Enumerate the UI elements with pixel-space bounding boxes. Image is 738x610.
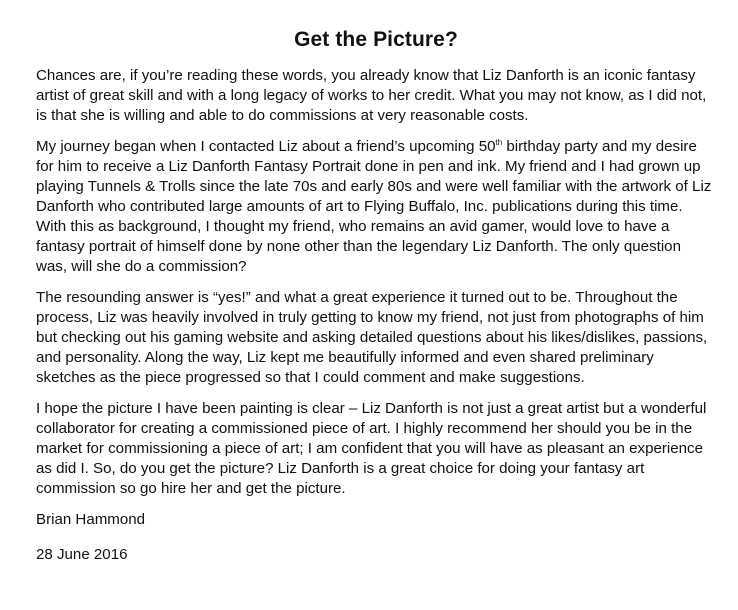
paragraph-1: Chances are, if you’re reading these words, you already know that Liz Danforth is an iconic fantasy artist of great skill and with a long legacy of works to her credit. What you may not know, as I did not, is that she is willing and able to do commissions at very reasonable costs. — [36, 67, 707, 124]
paragraph-3: The resounding answer is “yes!” and what a great experience it turned out to be. Throughout the process, Liz was heavily involved in truly getting to know my friend, not just from photographs of him but checking out his gaming website and asking detailed questions about his likes/dislikes, passions, and personality. Along the way, Liz kept me beautifully informed and even shared preliminary sketches as the piece progressed so that I could comment and make suggestions. — [36, 289, 708, 386]
document-date: 28 June 2016 — [36, 546, 128, 563]
ordinal-suffix: th — [495, 137, 503, 147]
author-name: Brian Hammond — [36, 511, 146, 528]
document-page — [36, 28, 716, 580]
paragraph-2-text-b: birthday party and my desire for him to receive a Liz Danforth Fantasy Portrait done in pen and ink. My friend and I had grown up playing Tunnels & Trolls since the late 70s and early 80s and were well familiar with the artwork of Liz Danforth who contributed large amounts of art to Flying Buffalo, Inc. publications during this time. With this as background, I thought my friend, who remains an avid gamer, would love to have a fantasy portrait of himself done by none other than the legendary Liz Danforth. The only question was, will she do a commission? — [36, 138, 712, 275]
document-title: Get the Picture? — [294, 28, 458, 51]
paragraph-2 — [36, 137, 716, 277]
paragraph-4: I hope the picture I have been painting is clear – Liz Danforth is not just a great artist but a wonderful collaborator for creating a commissioned piece of art. I highly recommend her should you be in the market for commissioning a piece of art; I am confident that you will have as pleasant an experience as did I. So, do you get the picture? Liz Danforth is a great choice for doing your fantasy art commission so go hire her and get the picture. — [36, 400, 707, 497]
paragraph-2-text-a: My journey began when I contacted Liz about a friend’s upcoming 50 — [36, 138, 496, 155]
